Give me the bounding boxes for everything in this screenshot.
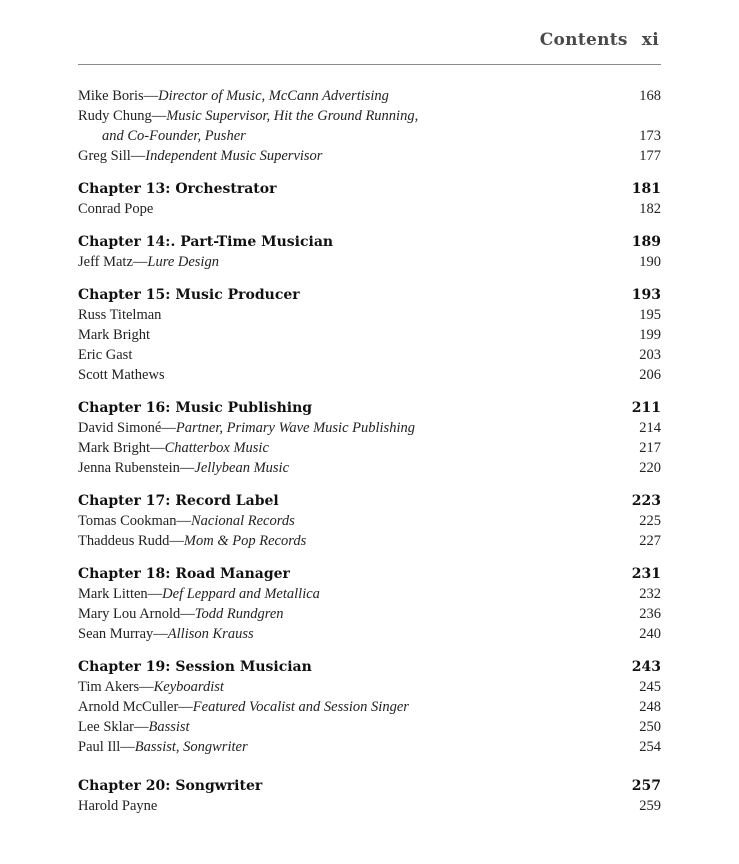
toc-entry bbox=[78, 86, 661, 106]
entry-page: 248 bbox=[639, 699, 661, 715]
entry-separator: — bbox=[151, 108, 167, 124]
toc-entry bbox=[78, 418, 661, 438]
chapter-group bbox=[78, 232, 661, 272]
chapter-heading bbox=[78, 285, 661, 305]
entry-page: 190 bbox=[639, 254, 661, 270]
toc-entry bbox=[78, 325, 661, 345]
entry-separator: — bbox=[153, 626, 168, 642]
toc-entry-continuation bbox=[78, 126, 661, 146]
entry-page: 245 bbox=[639, 679, 661, 695]
chapter-page: 211 bbox=[631, 400, 661, 416]
entry-role: Keyboardist bbox=[153, 679, 224, 695]
entry-role: Allison Krauss bbox=[167, 626, 254, 642]
entry-page: 220 bbox=[639, 460, 661, 476]
entry-page: 199 bbox=[639, 327, 661, 343]
entry-name: Jenna Rubenstein bbox=[78, 460, 180, 476]
toc-entry bbox=[78, 305, 661, 325]
chapter-title: Chapter 19: Session Musician bbox=[78, 659, 312, 675]
entry-name: Tim Akers bbox=[78, 679, 140, 695]
chapter-group bbox=[78, 398, 661, 478]
entry-role: Def Leppard and Metallica bbox=[162, 586, 320, 602]
entry-name: Mike Boris bbox=[78, 88, 144, 104]
entry-page: 236 bbox=[639, 606, 661, 622]
toc-entry bbox=[78, 345, 661, 365]
chapter-title: Chapter 14:. Part-Time Musician bbox=[78, 234, 334, 250]
entry-role: Music Supervisor, Hit the Ground Running, bbox=[166, 108, 419, 124]
entry-name: David Simoné bbox=[78, 420, 162, 436]
toc-entry bbox=[78, 199, 661, 219]
entry-separator: — bbox=[161, 420, 176, 436]
entry-separator: — bbox=[147, 586, 163, 602]
toc-entry bbox=[78, 717, 661, 737]
entry-name: Tomas Cookman bbox=[78, 513, 177, 529]
entry-page: 177 bbox=[639, 148, 661, 164]
entry-role: Partner, Primary Wave Music Publishing bbox=[175, 420, 415, 436]
toc-entry bbox=[78, 584, 661, 604]
entry-separator: — bbox=[130, 148, 146, 164]
entry-separator: — bbox=[150, 440, 165, 456]
toc-entry bbox=[78, 106, 661, 126]
entry-separator: — bbox=[139, 679, 154, 695]
entry-name: Sean Murray bbox=[78, 626, 154, 642]
toc-entry bbox=[78, 365, 661, 385]
chapter-list bbox=[78, 179, 661, 816]
entry-separator: — bbox=[133, 719, 149, 735]
chapter-group bbox=[78, 179, 661, 219]
chapter-heading bbox=[78, 776, 661, 796]
chapter-title: Chapter 20: Songwriter bbox=[78, 778, 263, 794]
entry-name: Arnold McCuller bbox=[78, 699, 179, 715]
entry-name: Jeff Matz bbox=[78, 254, 133, 270]
chapter-page: 257 bbox=[631, 778, 661, 794]
header-title: Contents bbox=[539, 30, 628, 50]
toc-entry bbox=[78, 511, 661, 531]
entry-separator: — bbox=[179, 460, 195, 476]
chapter-heading bbox=[78, 657, 661, 677]
chapter-title: Chapter 15: Music Producer bbox=[78, 287, 300, 303]
entry-role: Featured Vocalist and Session Singer bbox=[192, 699, 409, 715]
entry-separator: — bbox=[143, 88, 159, 104]
entry-name: Paul Ill bbox=[78, 739, 121, 755]
entry-role: Bassist, Songwriter bbox=[134, 739, 248, 755]
chapter-heading bbox=[78, 398, 661, 418]
entry-name: Mark Litten bbox=[78, 586, 148, 602]
chapter-page: 223 bbox=[631, 493, 661, 509]
entry-page: 173 bbox=[639, 128, 661, 144]
entry-name: Greg Sill bbox=[78, 148, 131, 164]
chapter-page: 193 bbox=[631, 287, 661, 303]
lead-entries bbox=[78, 86, 661, 166]
table-of-contents bbox=[78, 86, 661, 816]
entry-page: 203 bbox=[639, 347, 661, 363]
entry-page: 168 bbox=[639, 88, 661, 104]
chapter-page: 231 bbox=[631, 566, 661, 582]
toc-entry bbox=[78, 252, 661, 272]
toc-entry bbox=[78, 697, 661, 717]
entry-separator: — bbox=[176, 513, 191, 529]
entry-page: 240 bbox=[639, 626, 661, 642]
entry-page: 254 bbox=[639, 739, 661, 755]
chapter-group bbox=[78, 564, 661, 644]
entry-role: Mom & Pop Records bbox=[183, 533, 307, 549]
entry-separator: — bbox=[120, 739, 135, 755]
entry-name: Eric Gast bbox=[78, 347, 133, 363]
running-header bbox=[540, 30, 659, 50]
chapter-title: Chapter 17: Record Label bbox=[78, 493, 279, 509]
entry-page: 206 bbox=[639, 367, 661, 383]
entry-page: 214 bbox=[639, 420, 661, 436]
entry-role: Lure Design bbox=[147, 254, 219, 270]
entry-role: Director of Music, McCann Advertising bbox=[158, 88, 389, 104]
entry-name: Conrad Pope bbox=[78, 201, 154, 217]
entry-role: Nacional Records bbox=[190, 513, 295, 529]
entry-page: 227 bbox=[639, 533, 661, 549]
entry-separator: — bbox=[169, 533, 184, 549]
toc-entry bbox=[78, 458, 661, 478]
entry-separator: — bbox=[178, 699, 193, 715]
entry-role: Bassist bbox=[148, 719, 190, 735]
entry-page: 195 bbox=[639, 307, 661, 323]
entry-page: 259 bbox=[639, 798, 661, 814]
header-page-number: xi bbox=[641, 30, 659, 50]
chapter-page: 243 bbox=[631, 659, 661, 675]
chapter-title: Chapter 16: Music Publishing bbox=[78, 400, 313, 416]
entry-name: Mark Bright bbox=[78, 327, 151, 343]
chapter-page: 189 bbox=[631, 234, 661, 250]
entry-page: 182 bbox=[639, 201, 661, 217]
entry-name: Rudy Chung bbox=[78, 108, 152, 124]
entry-role: and Co-Founder, Pusher bbox=[102, 128, 246, 144]
entry-name: Lee Sklar bbox=[78, 719, 134, 735]
chapter-heading bbox=[78, 564, 661, 584]
entry-role: Todd Rundgren bbox=[194, 606, 284, 622]
entry-separator: — bbox=[180, 606, 195, 622]
toc-entry bbox=[78, 146, 661, 166]
chapter-title: Chapter 18: Road Manager bbox=[78, 566, 290, 582]
header-rule bbox=[78, 64, 661, 65]
chapter-title: Chapter 13: Orchestrator bbox=[78, 181, 277, 197]
entry-name: Mark Bright bbox=[78, 440, 151, 456]
toc-entry bbox=[78, 737, 661, 757]
entry-page: 232 bbox=[639, 586, 661, 602]
entry-page: 217 bbox=[639, 440, 661, 456]
toc-entry bbox=[78, 438, 661, 458]
entry-name: Russ Titelman bbox=[78, 307, 162, 323]
toc-entry bbox=[78, 624, 661, 644]
chapter-heading bbox=[78, 491, 661, 511]
chapter-group bbox=[78, 491, 661, 551]
chapter-group bbox=[78, 285, 661, 385]
entry-role: Independent Music Supervisor bbox=[145, 148, 323, 164]
entry-page: 250 bbox=[639, 719, 661, 735]
toc-entry bbox=[78, 531, 661, 551]
toc-entry bbox=[78, 677, 661, 697]
entry-role: Chatterbox Music bbox=[164, 440, 269, 456]
entry-separator: — bbox=[132, 254, 148, 270]
entry-name: Harold Payne bbox=[78, 798, 158, 814]
chapter-group bbox=[78, 657, 661, 757]
chapter-heading bbox=[78, 179, 661, 199]
entry-name: Thaddeus Rudd bbox=[78, 533, 170, 549]
entry-name: Mary Lou Arnold bbox=[78, 606, 181, 622]
entry-role: Jellybean Music bbox=[194, 460, 290, 476]
toc-entry bbox=[78, 604, 661, 624]
toc-entry bbox=[78, 796, 661, 816]
chapter-heading bbox=[78, 232, 661, 252]
chapter-group bbox=[78, 776, 661, 816]
entry-page: 225 bbox=[639, 513, 661, 529]
chapter-page: 181 bbox=[631, 181, 661, 197]
entry-name: Scott Mathews bbox=[78, 367, 165, 383]
